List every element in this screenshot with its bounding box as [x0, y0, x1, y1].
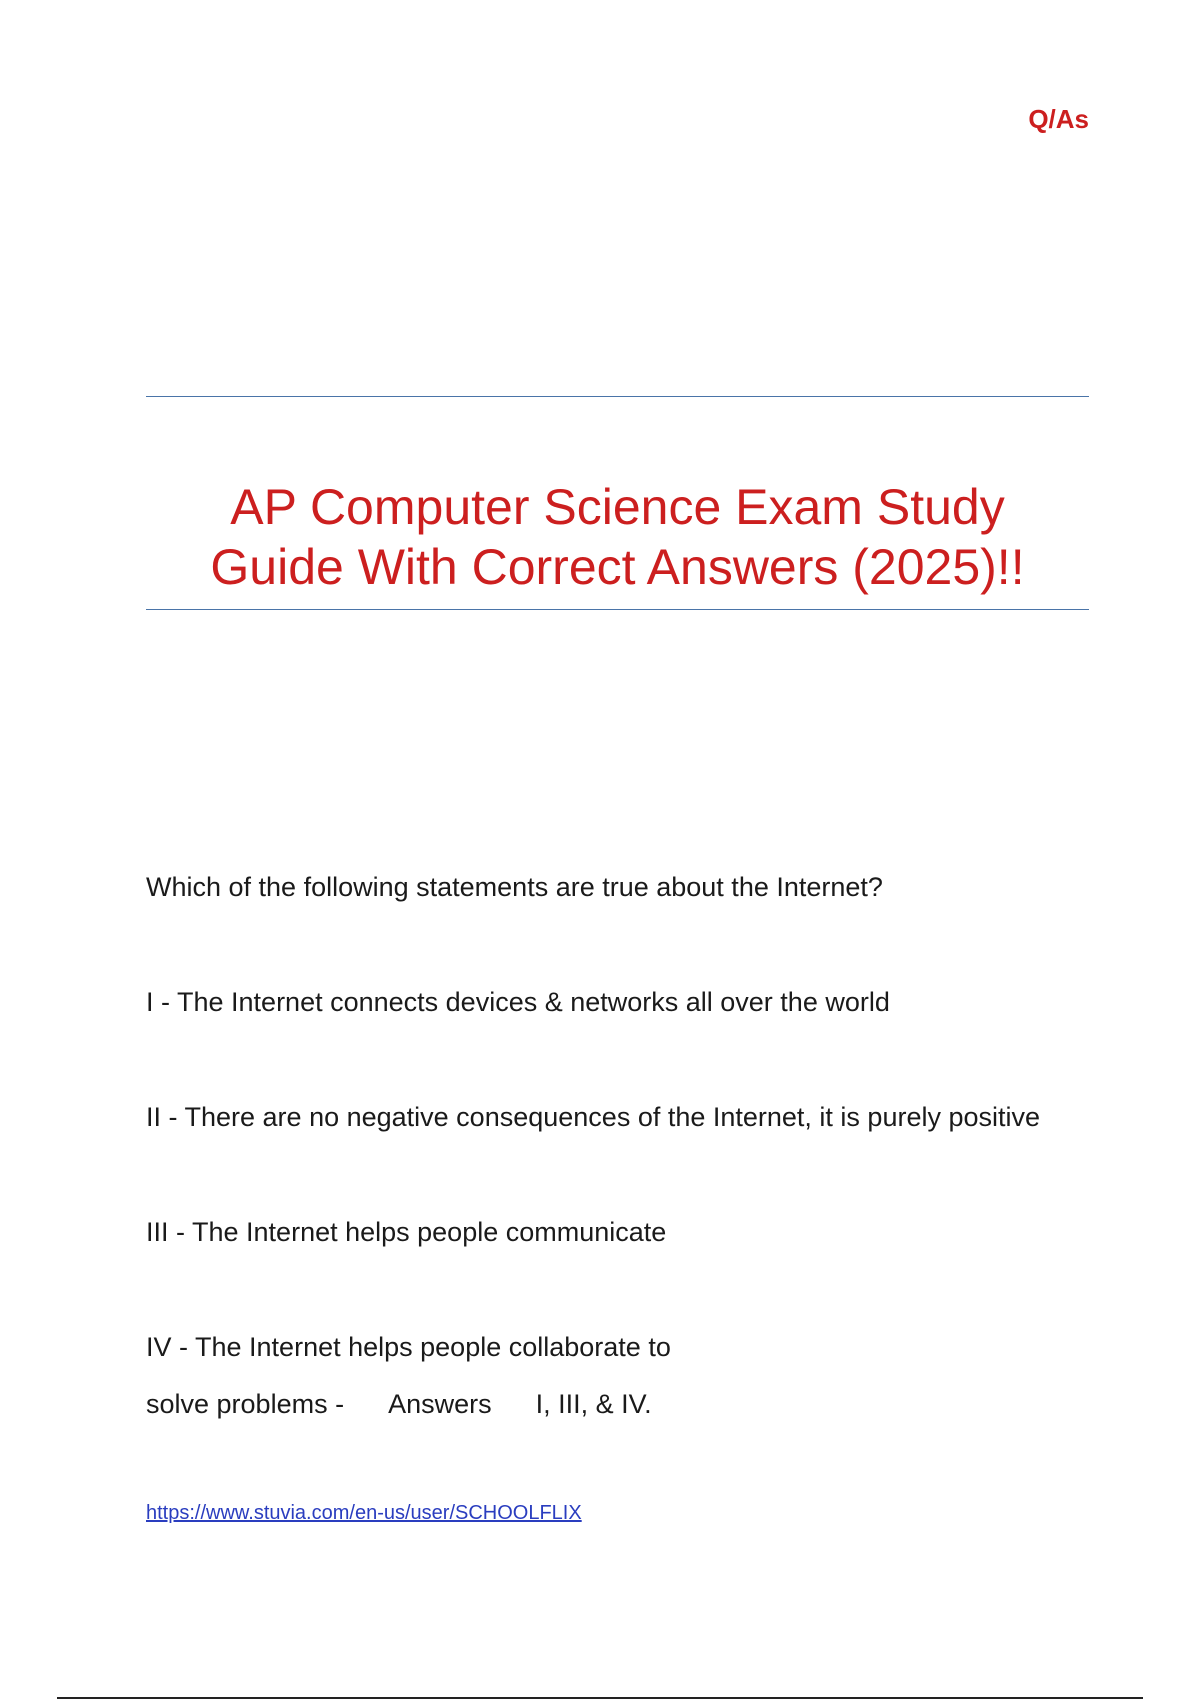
source-link[interactable]: https://www.stuvia.com/en-us/user/SCHOOLFLIX: [146, 1502, 582, 1524]
title-bottom-rule: [146, 609, 1089, 610]
answer-line: [146, 1389, 652, 1420]
footer-rule: [57, 1697, 1143, 1699]
statement-continuation: solve problems -: [146, 1389, 345, 1419]
question-prompt: Which of the following statements are true about the Internet?: [146, 872, 883, 902]
statement-1: I - The Internet connects devices & networks all over the world: [146, 987, 890, 1017]
header-tag: Q/As: [1028, 104, 1089, 134]
answer-label: Answers: [388, 1389, 492, 1419]
statement-2: II - There are no negative consequences of the Internet, it is purely positive: [146, 1102, 1041, 1132]
statement-3: III - The Internet helps people communicate: [146, 1217, 667, 1247]
statement-4: IV - The Internet helps people collaborate to: [146, 1332, 671, 1362]
title-line-2: Guide With Correct Answers (2025)!!: [210, 539, 1025, 595]
page-title: [146, 477, 1089, 597]
title-line-1: AP Computer Science Exam Study: [230, 479, 1005, 535]
title-top-rule: [146, 396, 1089, 397]
answer-value: I, III, & IV.: [535, 1389, 652, 1419]
